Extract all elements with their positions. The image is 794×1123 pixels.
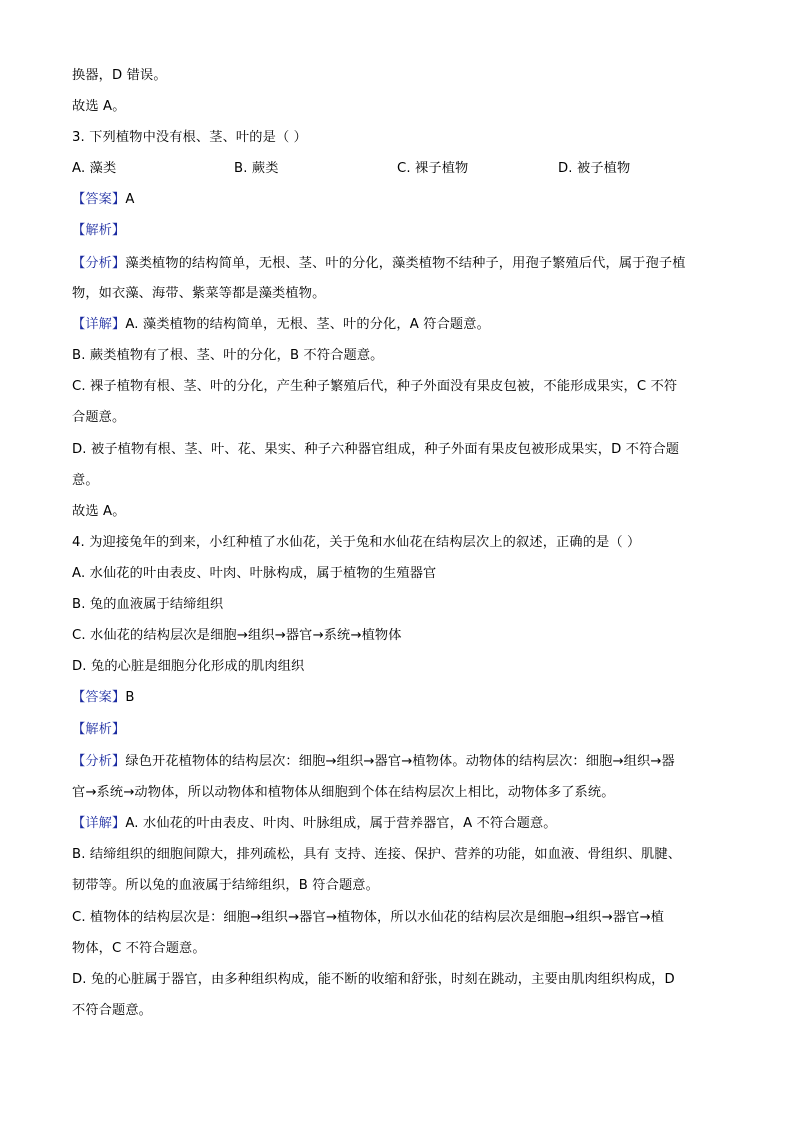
text-line: 韧带等。所以兔的血液属于结缔组织，B 符合题意。 (72, 878, 379, 893)
choice-d: D. 兔的心脏是细胞分化形成的肌肉组织 (72, 659, 305, 674)
xiangjie-line (72, 315, 722, 335)
fenxi-line (72, 254, 722, 274)
xiangjie-text: A. 水仙花的叶由表皮、叶肉、叶脉组成，属于营养器官，A 不符合题意。 (125, 816, 557, 831)
text-line: 故选 A。 (72, 99, 126, 114)
answer-value: A (125, 192, 135, 207)
xiangjie-tag: 【详解】 (72, 816, 126, 831)
text-line: 物体，C 不符合题意。 (72, 941, 206, 956)
xiangjie-line (72, 814, 722, 834)
text-line: 合题意。 (72, 410, 126, 425)
fenxi-tag: 【分析】 (72, 256, 126, 271)
xiangjie-text: A. 藻类植物的结构简单，无根、茎、叶的分化，A 符合题意。 (125, 317, 490, 332)
choice-b: B. 蕨类 (234, 161, 279, 176)
text-line: D. 被子植物有根、茎、叶、花、果实、种子六种器官组成，种子外面有果皮包被形成果实，D 不符合题 (72, 442, 680, 457)
fenxi-line (72, 752, 722, 772)
analysis-line (72, 720, 722, 740)
choice-c: C. 裸子植物 (397, 161, 469, 176)
choice-c: C. 水仙花的结构层次是细胞→组织→器官→系统→植物体 (72, 628, 402, 643)
text-line: B. 结缔组织的细胞间隙大，排列疏松，具有 支持、连接、保护、营养的功能，如血液、骨组织、肌腱、 (72, 847, 682, 862)
text-line: C. 植物体的结构层次是：细胞→组织→器官→植物体，所以水仙花的结构层次是细胞→组织→器官→植 (72, 910, 665, 925)
choice-d: D. 被子植物 (558, 161, 631, 176)
question-4-stem: 4. 为迎接兔年的到来，小红种植了水仙花，关于兔和水仙花在结构层次上的叙述，正确的是（ ） (72, 535, 641, 550)
choice-b: B. 兔的血液属于结缔组织 (72, 597, 224, 612)
fenxi-tag: 【分析】 (72, 754, 126, 769)
answer-line (72, 688, 722, 708)
text-line: 意。 (72, 473, 99, 488)
text-line: B. 蕨类植物有了根、茎、叶的分化，B 不符合题意。 (72, 348, 384, 363)
text-line: C. 裸子植物有根、茎、叶的分化，产生种子繁殖后代，种子外面没有果皮包被，不能形成果实，C 不符 (72, 379, 678, 394)
text-line: 不符合题意。 (72, 1003, 153, 1018)
xiangjie-tag: 【详解】 (72, 317, 126, 332)
analysis-tag: 【解析】 (72, 722, 126, 737)
answer-line (72, 190, 722, 210)
analysis-line (72, 221, 722, 241)
text-line: 官→系统→动物体，所以动物体和植物体从细胞到个体在结构层次上相比，动物体多了系统。 (72, 785, 615, 800)
fenxi-text: 藻类植物的结构简单，无根、茎、叶的分化，藻类植物不结种子，用孢子繁殖后代，属于孢子植 (125, 256, 686, 271)
text-line: 故选 A。 (72, 504, 126, 519)
text-line: 换器，D 错误。 (72, 68, 167, 83)
fenxi-text: 绿色开花植物体的结构层次：细胞→组织→器官→植物体。动物体的结构层次：细胞→组织→器 (125, 754, 675, 769)
answer-value: B (125, 690, 135, 705)
question-3-stem: 3. 下列植物中没有根、茎、叶的是（ ） (72, 130, 307, 145)
answer-tag: 【答案】 (72, 690, 126, 705)
analysis-tag: 【解析】 (72, 223, 126, 238)
choice-a: A. 水仙花的叶由表皮、叶肉、叶脉构成，属于植物的生殖器官 (72, 566, 437, 581)
text-line: 物，如衣藻、海带、紫菜等都是藻类植物。 (72, 286, 326, 301)
text-line: D. 兔的心脏属于器官，由多种组织构成，能不断的收缩和舒张，时刻在跳动，主要由肌肉组织构成，D (72, 972, 675, 987)
answer-tag: 【答案】 (72, 192, 126, 207)
choice-a: A. 藻类 (72, 161, 117, 176)
